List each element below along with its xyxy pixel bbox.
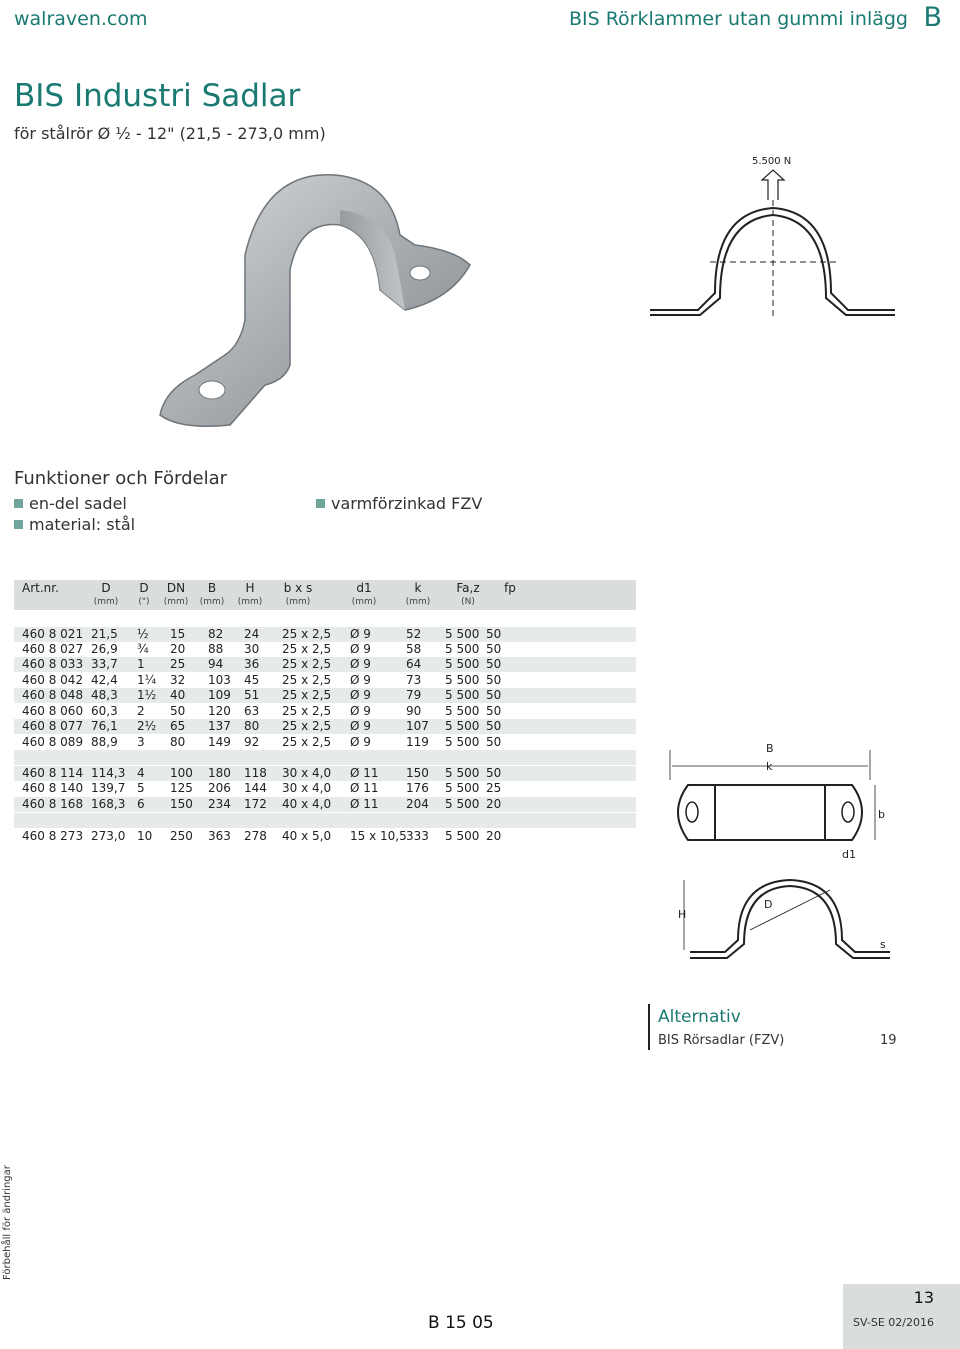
table-cell: 79 [406,688,422,702]
table-cell: 3 [137,735,145,749]
feature-item: material: stål [14,515,135,534]
col-unit: (mm) [405,597,431,607]
table-cell: 52 [406,627,422,641]
product-photo [150,160,480,440]
table-cell: 15 x 10,5 [350,829,407,843]
table-cell: 5 500 [445,688,480,702]
table-cell: 50 [486,627,502,641]
table-cell: 20 [486,829,502,843]
table-cell: 120 [208,704,231,718]
table-cell: 32 [170,673,186,687]
table-cell: 273,0 [91,829,126,843]
side-note: Förbehåll för ändringar [2,1165,13,1280]
table-cell: 460 8 048 [22,688,84,702]
table-cell: ½ [137,627,149,641]
table-cell: 40 [170,688,186,702]
table-cell: 50 [170,704,186,718]
product-subtitle: för stålrör Ø ½ - 12" (21,5 - 273,0 mm) [14,124,326,143]
table-cell: 5 500 [445,829,480,843]
col-header: H [245,581,255,595]
table-cell: 150 [170,797,193,811]
table-cell: 109 [208,688,231,702]
table-cell: 460 8 077 [22,719,84,733]
table-cell: 25 x 2,5 [282,673,332,687]
table-cell: 25 x 2,5 [282,704,332,718]
table-cell: 50 [486,657,502,671]
load-label: 5.500 N [752,156,792,167]
table-cell: 5 500 [445,673,480,687]
table-cell: 25 [170,657,186,671]
col-header: d1 [356,581,372,595]
table-row [14,673,636,688]
alternative-heading: Alternativ [658,1007,741,1027]
table-cell: 40 x 4,0 [282,797,332,811]
table-cell: 460 8 060 [22,704,84,718]
table-cell: 1 [137,657,145,671]
table-row [14,829,636,844]
col-header: k [414,581,422,595]
table-cell: 80 [244,719,260,733]
table-cell: 36 [244,657,260,671]
table-cell: 172 [244,797,267,811]
table-cell: 150 [406,766,429,780]
bullet-icon [14,499,23,508]
table-cell: 25 x 2,5 [282,642,332,656]
table-cell: 33,7 [91,657,118,671]
table-cell: 63 [244,704,260,718]
table-cell: 88 [208,642,224,656]
table-cell: 333 [406,829,429,843]
col-unit: (mm) [163,597,189,607]
table-header [14,580,636,610]
table-cell: 25 x 2,5 [282,657,332,671]
table-row [14,627,636,642]
col-unit: (mm) [93,597,119,607]
table-cell: 250 [170,829,193,843]
features-heading: Funktioner och Fördelar [14,468,228,489]
table-cell: 204 [406,797,429,811]
table-cell: 2 [137,704,145,718]
table-cell: 460 8 042 [22,673,84,687]
table-cell: 2½ [137,719,157,733]
table-row [14,704,636,719]
table-cell: 168,3 [91,797,126,811]
table-cell: 180 [208,766,231,780]
bullet-icon [14,520,23,529]
col-unit: (") [138,597,150,607]
col-unit: (mm) [351,597,377,607]
table-cell: 460 8 140 [22,781,84,795]
table-spacer [14,750,636,765]
table-cell: 58 [406,642,422,656]
table-cell: 234 [208,797,231,811]
table-cell: 125 [170,781,193,795]
table-cell: Ø 9 [350,688,371,702]
col-header: fp [504,581,516,595]
table-cell: 50 [486,719,502,733]
table-cell: Ø 11 [350,766,379,780]
table-cell: 460 8 168 [22,797,84,811]
table-row [14,688,636,703]
dim-d1-label: d1 [842,848,856,861]
table-cell: ¾ [137,642,149,656]
table-cell: Ø 11 [350,781,379,795]
table-cell: Ø 9 [350,627,371,641]
table-cell: 88,9 [91,735,118,749]
table-cell: 76,1 [91,719,118,733]
table-cell: 64 [406,657,422,671]
col-header: D [101,581,111,595]
table-cell: 30 x 4,0 [282,781,332,795]
col-header: Fa,z [456,581,480,595]
table-cell: 460 8 273 [22,829,84,843]
table-cell: 48,3 [91,688,118,702]
table-cell: 144 [244,781,267,795]
catalog-code: B 15 05 [428,1313,494,1333]
table-cell: 20 [486,797,502,811]
load-drawing [640,150,900,330]
table-cell: 92 [244,735,260,749]
table-cell: 60,3 [91,704,118,718]
table-cell: 73 [406,673,422,687]
table-cell: 30 x 4,0 [282,766,332,780]
table-cell: 176 [406,781,429,795]
table-cell: 460 8 114 [22,766,84,780]
alternative-item[interactable]: BIS Rörsadlar (FZV) [658,1033,785,1048]
page-number: 13 [913,1288,934,1307]
edition: SV-SE 02/2016 [853,1316,934,1329]
product-title: BIS Industri Sadlar [14,78,301,114]
table-cell: 460 8 033 [22,657,84,671]
table-cell: 5 500 [445,797,480,811]
table-cell: 45 [244,673,260,687]
table-cell: 118 [244,766,267,780]
table-cell: 119 [406,735,429,749]
table-cell: 15 [170,627,186,641]
section-letter: B [923,2,942,33]
table-cell: 4 [137,766,145,780]
table-cell: 5 500 [445,719,480,733]
alternative-bar [648,1004,650,1050]
table-cell: 50 [486,673,502,687]
table-cell: 26,9 [91,642,118,656]
table-cell: 5 500 [445,781,480,795]
dim-D-label: D [764,898,773,911]
table-cell: 50 [486,766,502,780]
table-cell: 5 500 [445,735,480,749]
table-cell: Ø 11 [350,797,379,811]
table-cell: 5 500 [445,704,480,718]
col-header: b x s [283,581,313,595]
table-cell: 460 8 027 [22,642,84,656]
dim-H-label: H [678,908,687,921]
side-drawing [680,870,900,970]
col-unit: (N) [461,597,475,607]
table-cell: 137 [208,719,231,733]
table-cell: 65 [170,719,186,733]
table-cell: 94 [208,657,224,671]
table-cell: 20 [170,642,186,656]
table-row [14,781,636,796]
dim-k-label: k [766,760,773,773]
table-cell: 103 [208,673,231,687]
col-unit: (mm) [199,597,225,607]
table-cell: 42,4 [91,673,118,687]
table-cell: 51 [244,688,260,702]
col-header: DN [166,581,186,595]
table-cell: 5 500 [445,657,480,671]
table-cell: 10 [137,829,153,843]
table-cell: 107 [406,719,429,733]
col-unit: (mm) [237,597,263,607]
table-cell: 5 500 [445,627,480,641]
table-row [14,657,636,672]
table-cell: 25 [486,781,502,795]
table-cell: 5 500 [445,766,480,780]
table-cell: Ø 9 [350,673,371,687]
table-cell: 139,7 [91,781,126,795]
table-cell: Ø 9 [350,704,371,718]
table-cell: 5 500 [445,642,480,656]
table-cell: Ø 9 [350,719,371,733]
site-link[interactable]: walraven.com [14,8,148,30]
table-cell: 206 [208,781,231,795]
table-spacer [14,813,636,828]
plan-drawing [670,740,910,860]
table-cell: 6 [137,797,145,811]
table-cell: 50 [486,735,502,749]
feature-item: en-del sadel [14,494,127,513]
document-title: BIS Rörklammer utan gummi inlägg [568,8,908,30]
table-row [14,766,636,781]
table-cell: 24 [244,627,260,641]
table-cell: 30 [244,642,260,656]
table-cell: Ø 9 [350,657,371,671]
table-cell: 21,5 [91,627,118,641]
table-cell: 25 x 2,5 [282,735,332,749]
col-unit: (mm) [285,597,311,607]
table-cell: 25 x 2,5 [282,719,332,733]
table-cell: 25 x 2,5 [282,627,332,641]
table-cell: 149 [208,735,231,749]
table-cell: 460 8 021 [22,627,84,641]
table-cell: 50 [486,704,502,718]
table-cell: Ø 9 [350,642,371,656]
table-row [14,797,636,812]
bullet-icon [316,499,325,508]
table-cell: 25 x 2,5 [282,688,332,702]
table-cell: 50 [486,642,502,656]
table-row [14,642,636,657]
table-cell: 5 [137,781,145,795]
table-cell: 1½ [137,688,157,702]
table-cell: 460 8 089 [22,735,84,749]
table-cell: 80 [170,735,186,749]
table-cell: 40 x 5,0 [282,829,332,843]
table-cell: 278 [244,829,267,843]
col-header: D [139,581,149,595]
table-cell: 1¼ [137,673,157,687]
dim-s-label: s [880,938,886,951]
table-cell: 100 [170,766,193,780]
table-row [14,735,636,750]
table-cell: Ø 9 [350,735,371,749]
col-header: B [207,581,217,595]
table-cell: 90 [406,704,422,718]
table-row [14,719,636,734]
table-cell: 50 [486,688,502,702]
dim-B-label: B [766,742,774,755]
alternative-page: 19 [880,1033,897,1048]
dim-b-label: b [878,808,885,821]
table-cell: 82 [208,627,224,641]
feature-item: varmförzinkad FZV [316,494,482,513]
col-header: Art.nr. [22,581,59,595]
table-cell: 363 [208,829,231,843]
table-cell: 114,3 [91,766,126,780]
